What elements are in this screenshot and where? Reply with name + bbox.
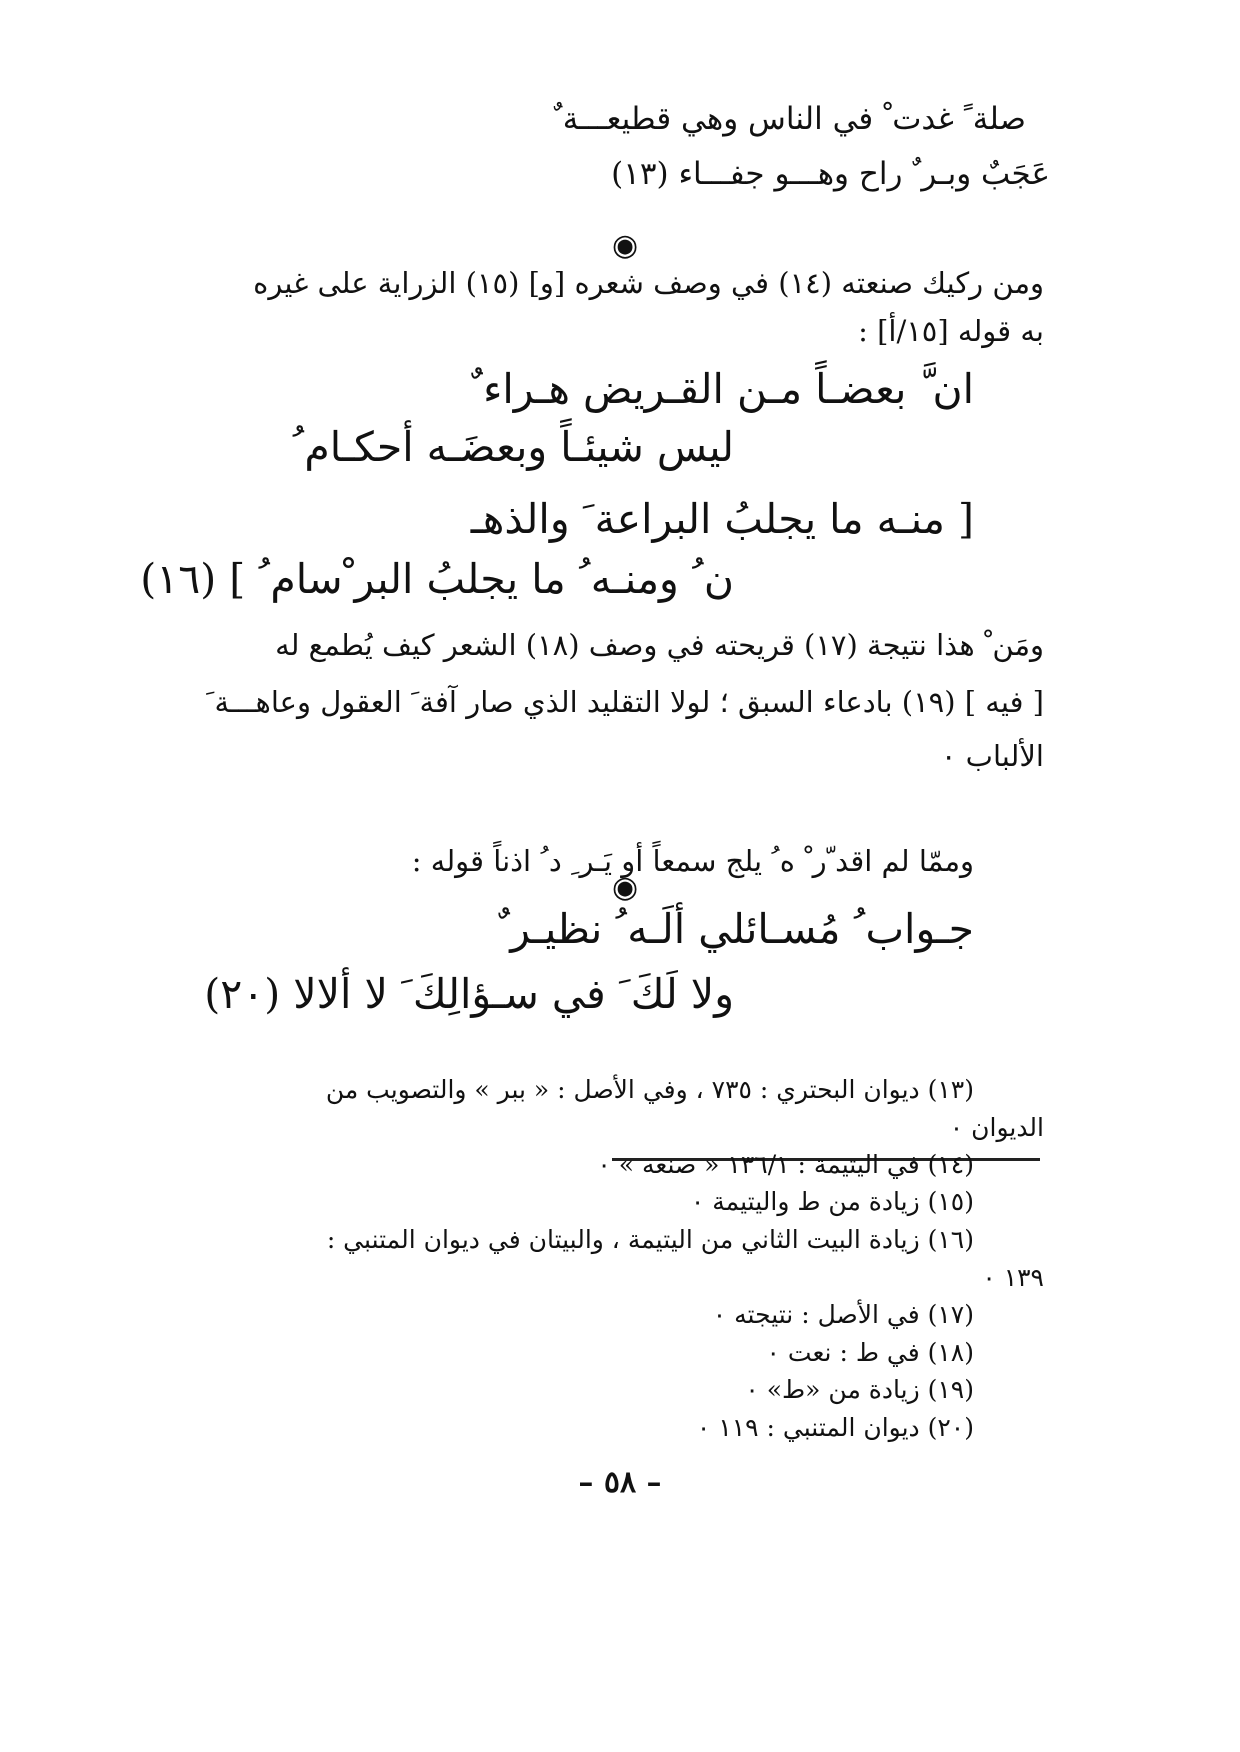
footnote-15: (١٥) زيادة من ط واليتيمة ٠ <box>690 1187 974 1216</box>
poem2-line4: ن ُ ومنـه ُ ما يجلبُ البر ْسام ُ ] (١٦) <box>140 555 734 603</box>
footnote-13-line2: الديوان ٠ <box>949 1113 1044 1142</box>
section3-line1: وممّا لم اقد ّر ْ ه ُ يلج سمعاً أو يَـر ِ د ُ اذناً قوله : <box>411 844 974 878</box>
section2-line3: الألباب ٠ <box>940 739 1044 773</box>
separator-symbol-2: ◉ <box>612 870 639 905</box>
poem2-line3: [ منـه ما يجلبُ البراعة َ والذهـ <box>470 495 974 543</box>
separator-symbol: ◉ <box>612 228 639 263</box>
footnote-19: (١٩) زيادة من «ط» ٠ <box>745 1375 974 1404</box>
poem1-line2: عَجَبٌ وبـر ٌ راح وهـــو جفـــاء (١٣) <box>611 156 1050 192</box>
footnote-16-line1: (١٦) زيادة البيت الثاني من اليتيمة ، والبيتان في ديوان المتنبي : <box>326 1225 974 1254</box>
poem1-line1: صلة ً غدت ْ في الناس وهي قطيعـــة ٌ <box>553 101 1026 137</box>
poem2-line1: ان َّ بعضـاً مـن القـريض هـراء ٌ <box>471 365 974 413</box>
section2-line1: ومَن ْ هذا نتيجة (١٧) قريحته في وصف (١٨) الشعر كيف يُطمع له <box>275 628 1044 662</box>
poem2-line2: ليس شيئـاً وبعضَـه أحكـام ُ <box>292 423 734 471</box>
footnote-20: (٢٠) ديوان المتنبي : ١١٩ ٠ <box>696 1413 974 1442</box>
footnote-16-line2: ١٣٩ ٠ <box>982 1263 1044 1292</box>
page-number: – ٥٨ – <box>578 1465 662 1500</box>
section1-line1: ومن ركيك صنعته (١٤) في وصف شعره [و] (١٥) الزراية على غيره <box>253 266 1044 300</box>
section1-line2: به قوله [١٥/أ] : <box>858 314 1044 348</box>
section2-line2: [ فيه ] (١٩) بادعاء السبق ؛ لولا التقليد الذي صار آفة َ العقول وعاهـــة َ <box>206 685 1044 719</box>
footnote-13-line1: (١٣) ديوان البحتري : ٧٣٥ ، وفي الأصل : « ببر » والتصويب من <box>325 1075 974 1104</box>
footnote-17: (١٧) في الأصل : نتيجته ٠ <box>712 1300 974 1329</box>
poem3-line2: ولا لَكَ َ في سـؤالِكَ َ لا ألالا (٢٠) <box>204 970 734 1018</box>
poem3-line1: جـواب ُ مُسـائلي ألَـه ُ نظيـر ٌ <box>498 905 974 953</box>
footnote-14: (١٤) في اليتيمة : ١٣٦/١ « صنعه » ٠ <box>597 1150 974 1179</box>
footnote-18: (١٨) في ط : نعت ٠ <box>766 1338 974 1367</box>
